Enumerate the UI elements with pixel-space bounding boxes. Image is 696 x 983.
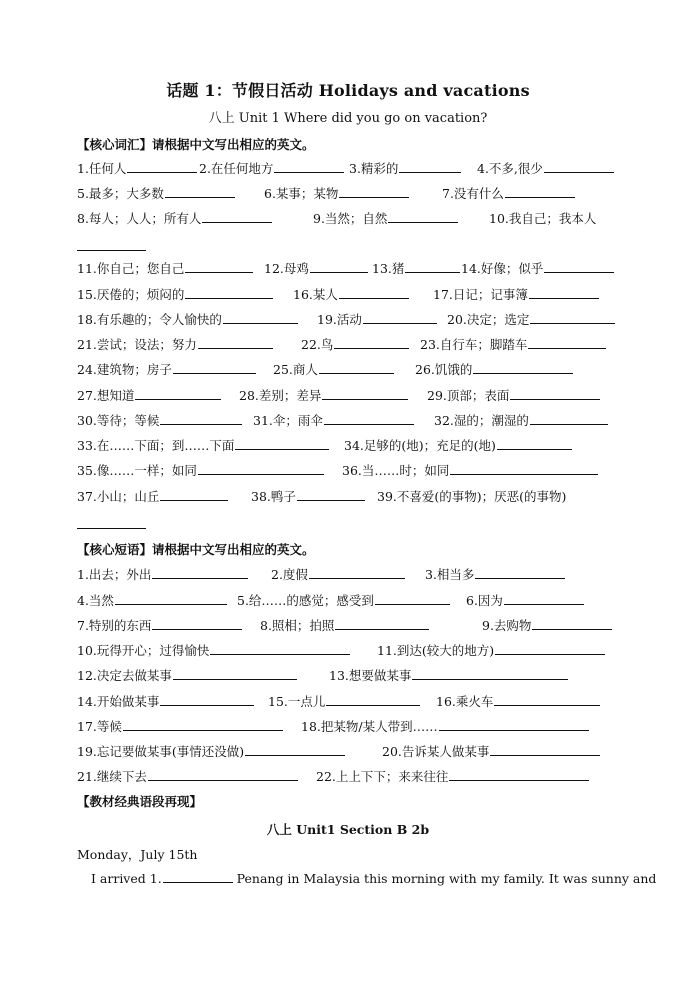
vocab-item: 14.好像；似乎 xyxy=(461,259,614,277)
answer-blank[interactable] xyxy=(198,461,324,475)
phrase-section-header: 【核心短语】请根据中文写出相应的英文。 xyxy=(77,542,315,557)
vocab-item: 7.没有什么 xyxy=(442,184,575,202)
answer-blank[interactable] xyxy=(165,184,235,198)
vocab-item: 29.顶部；表面 xyxy=(427,386,600,404)
answer-blank[interactable] xyxy=(334,335,409,349)
vocab-item: 26.饥饿的 xyxy=(415,360,573,378)
answer-blank[interactable] xyxy=(274,159,344,173)
vocab-row xyxy=(77,436,622,456)
vocab-item: 16.某人 xyxy=(293,285,409,303)
phrase-item: 21.继续下去 xyxy=(77,767,298,785)
classic-section-header: 【教材经典语段再现】 xyxy=(77,794,203,809)
vocab-item: 8.每人；人人；所有人 xyxy=(77,209,272,227)
vocab-item: 32.湿的；潮湿的 xyxy=(434,411,608,429)
vocab-row xyxy=(77,184,622,204)
phrase-item: 14.开始做某事 xyxy=(77,692,254,710)
answer-blank[interactable] xyxy=(528,335,606,349)
answer-blank[interactable] xyxy=(115,591,227,605)
page-title: 话题 1：节假日活动 Holidays and vacations xyxy=(166,81,530,100)
answer-blank[interactable] xyxy=(127,159,197,173)
answer-blank[interactable] xyxy=(449,767,589,781)
vocab-item: 33.在……下面；到……下面 xyxy=(77,436,329,454)
answer-blank[interactable] xyxy=(77,249,146,251)
vocab-item: 35.像……一样；如同 xyxy=(77,461,324,479)
answer-blank[interactable] xyxy=(163,869,233,883)
phrase-row xyxy=(77,767,622,787)
answer-blank[interactable] xyxy=(185,285,273,299)
vocab-row xyxy=(77,159,622,179)
answer-blank[interactable] xyxy=(324,411,414,425)
vocab-row xyxy=(77,360,622,380)
answer-blank[interactable] xyxy=(160,411,242,425)
answer-blank[interactable] xyxy=(530,411,608,425)
answer-blank[interactable] xyxy=(160,692,254,706)
answer-blank[interactable] xyxy=(439,717,589,731)
vocab-item: 39.不喜爱(的事物)；厌恶(的事物) xyxy=(377,489,567,504)
vocab-item: 21.尝试；设法；努力 xyxy=(77,335,273,353)
phrase-item: 17.等候 xyxy=(77,717,283,735)
answer-blank[interactable] xyxy=(223,310,298,324)
vocab-item: 31.伞；雨伞 xyxy=(253,411,414,429)
answer-blank[interactable] xyxy=(375,591,450,605)
vocab-row xyxy=(77,259,622,279)
answer-blank[interactable] xyxy=(530,310,615,324)
vocab-item: 13.猪 xyxy=(372,259,460,277)
phrase-item: 5.给……的感觉；感受到 xyxy=(237,591,450,609)
phrase-item: 3.相当多 xyxy=(425,565,565,583)
vocab-item: 11.你自己；您自己 xyxy=(77,259,253,277)
vocab-item: 36.当……时；如同 xyxy=(342,461,598,479)
phrase-item: 18.把某物/某人带到…… xyxy=(301,717,589,735)
vocab-row xyxy=(77,386,622,406)
phrase-item: 9.去购物 xyxy=(482,616,612,634)
vocab-row xyxy=(77,209,622,229)
phrase-item: 22.上上下下；来来往往 xyxy=(316,767,589,785)
phrase-row xyxy=(77,591,622,611)
vocab-item: 22.鸟 xyxy=(301,335,409,353)
vocab-item: 15.厌倦的；烦闷的 xyxy=(77,285,273,303)
vocab-item: 18.有乐趣的；令人愉快的 xyxy=(77,310,298,328)
answer-blank[interactable] xyxy=(235,436,329,450)
vocab-row xyxy=(77,285,622,305)
phrase-item: 16.乘火车 xyxy=(436,692,600,710)
vocab-item: 24.建筑物；房子 xyxy=(77,360,256,378)
phrase-item: 1.出去；外出 xyxy=(77,565,248,583)
answer-blank[interactable] xyxy=(495,641,605,655)
answer-blank[interactable] xyxy=(388,209,458,223)
vocab-item: 4.不多,很少 xyxy=(477,159,614,177)
vocab-item: 20.决定；选定 xyxy=(447,310,615,328)
answer-blank[interactable] xyxy=(210,641,350,655)
answer-blank[interactable] xyxy=(475,565,565,579)
answer-blank[interactable] xyxy=(173,360,256,374)
phrase-item: 10.玩得开心；过得愉快 xyxy=(77,641,350,659)
vocab-item: 3.精彩的 xyxy=(349,159,461,177)
vocab-item: 34.足够的(地)；充足的(地) xyxy=(344,436,572,454)
phrase-row xyxy=(77,717,622,737)
vocab-item: 10.我自己；我本人 xyxy=(489,211,597,226)
answer-blank[interactable] xyxy=(529,285,599,299)
answer-blank[interactable] xyxy=(198,335,273,349)
vocab-item: 19.活动 xyxy=(317,310,437,328)
phrase-item: 13.想要做某事 xyxy=(329,666,568,684)
passage-title: 八上 Unit1 Section B 2b xyxy=(266,822,430,837)
answer-blank[interactable] xyxy=(322,386,408,400)
vocab-section-header: 【核心词汇】请根据中文写出相应的英文。 xyxy=(77,137,315,152)
vocab-row xyxy=(77,310,622,330)
phrase-row xyxy=(77,565,622,585)
answer-blank[interactable] xyxy=(152,565,248,579)
answer-blank[interactable] xyxy=(148,767,298,781)
phrase-item: 7.特别的东西 xyxy=(77,616,242,634)
answer-blank[interactable] xyxy=(173,666,297,680)
vocab-item: 9.当然；自然 xyxy=(313,209,458,227)
answer-blank[interactable] xyxy=(152,616,242,630)
answer-blank[interactable] xyxy=(123,717,283,731)
phrase-item: 6.因为 xyxy=(466,591,584,609)
answer-blank[interactable] xyxy=(412,666,568,680)
answer-blank[interactable] xyxy=(544,259,614,273)
answer-blank[interactable] xyxy=(544,159,614,173)
answer-blank[interactable] xyxy=(497,436,572,450)
phrase-item: 12.决定去做某事 xyxy=(77,666,297,684)
answer-blank[interactable] xyxy=(339,184,409,198)
answer-blank[interactable] xyxy=(405,259,460,273)
answer-blank[interactable] xyxy=(319,360,394,374)
vocab-row xyxy=(77,461,622,481)
vocab-item: 1.任何人 xyxy=(77,159,197,177)
answer-blank[interactable] xyxy=(339,285,409,299)
answer-blank[interactable] xyxy=(494,692,600,706)
vocab-item: 23.自行车；脚踏车 xyxy=(420,335,606,353)
answer-blank[interactable] xyxy=(310,259,368,273)
date-line: Monday，July 15th xyxy=(77,847,198,862)
vocab-item: 6.某事；某物 xyxy=(264,184,409,202)
phrase-item: 20.告诉某人做某事 xyxy=(382,742,600,760)
answer-blank[interactable] xyxy=(473,360,573,374)
answer-blank[interactable] xyxy=(450,461,598,475)
answer-blank[interactable] xyxy=(490,742,600,756)
answer-blank[interactable] xyxy=(363,310,437,324)
answer-blank[interactable] xyxy=(185,259,253,273)
passage-line: I arrived 1. Penang in Malaysia this morning with my family. It was sunny and xyxy=(91,871,657,886)
answer-blank[interactable] xyxy=(335,616,429,630)
answer-blank[interactable] xyxy=(532,616,612,630)
answer-blank[interactable] xyxy=(77,527,146,529)
answer-blank[interactable] xyxy=(326,692,420,706)
answer-blank[interactable] xyxy=(505,184,575,198)
answer-blank[interactable] xyxy=(504,591,584,605)
phrase-item: 11.到达(较大的地方) xyxy=(377,641,605,659)
vocab-item: 28.差别；差异 xyxy=(239,386,408,404)
phrase-row xyxy=(77,666,622,686)
vocab-item: 5.最多；大多数 xyxy=(77,184,235,202)
phrase-item: 15.一点儿 xyxy=(268,692,420,710)
answer-blank[interactable] xyxy=(297,487,365,501)
answer-blank[interactable] xyxy=(160,487,228,501)
vocab-item: 27.想知道 xyxy=(77,386,221,404)
vocab-item: 25.商人 xyxy=(273,360,394,378)
vocab-item: 37.小山；山丘 xyxy=(77,487,228,505)
phrase-item: 8.照相；拍照 xyxy=(260,616,429,634)
answer-blank[interactable] xyxy=(510,386,600,400)
vocab-row xyxy=(77,487,622,507)
vocab-item: 2.在任何地方 xyxy=(199,159,344,177)
phrase-item: 19.忘记要做某事(事情还没做) xyxy=(77,742,345,760)
answer-blank[interactable] xyxy=(399,159,461,173)
phrase-row xyxy=(77,616,622,636)
phrase-row xyxy=(77,692,622,712)
vocab-row xyxy=(77,411,622,431)
vocab-row xyxy=(77,335,622,355)
vocab-item: 17.日记；记事簿 xyxy=(433,285,599,303)
answer-blank[interactable] xyxy=(135,386,221,400)
vocab-item: 12.母鸡 xyxy=(264,259,368,277)
answer-blank[interactable] xyxy=(245,742,345,756)
vocab-item: 38.鸭子 xyxy=(251,487,365,505)
phrase-row xyxy=(77,742,622,762)
phrase-item: 2.度假 xyxy=(271,565,405,583)
answer-blank[interactable] xyxy=(202,209,272,223)
answer-blank[interactable] xyxy=(309,565,405,579)
phrase-row xyxy=(77,641,622,661)
page-subtitle: 八上 Unit 1 Where did you go on vacation? xyxy=(208,111,488,126)
vocab-item: 30.等待；等候 xyxy=(77,411,242,429)
phrase-item: 4.当然 xyxy=(77,591,227,609)
